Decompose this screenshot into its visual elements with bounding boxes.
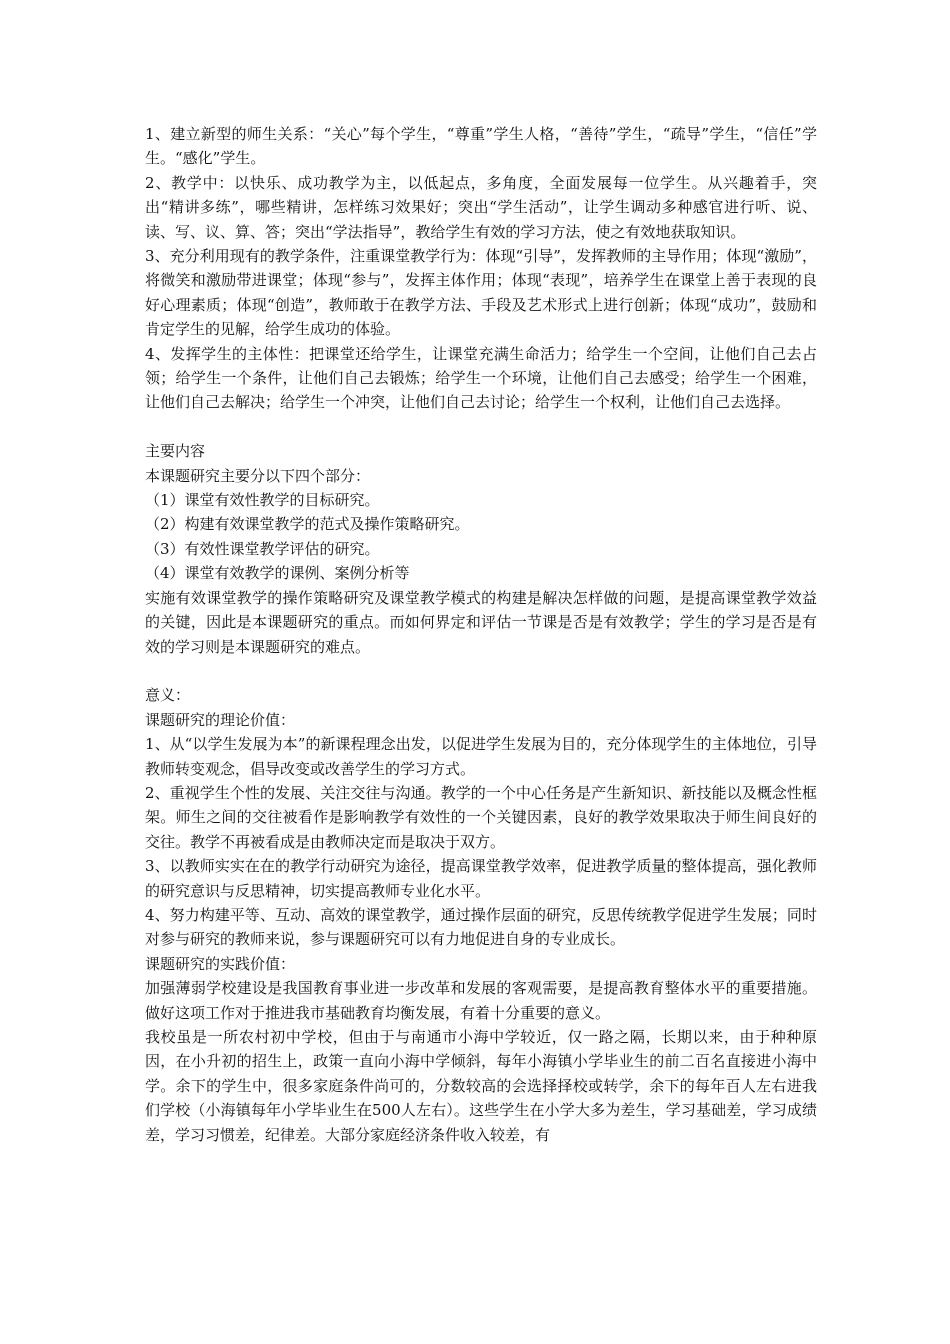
paragraph: 3、充分利用现有的教学条件，注重课堂教学行为：体现“引导”，发挥教师的主导作用；体现“激励”，将微笑和激励带进课堂；体现“参与”，发挥主体作用；体现“表现”，培养学生在课堂上善于表现的良好心理素质；体现“创造”，教师敢于在教学方法、手段及艺术形式上进行创新；体现“成功”，鼓励和肯定学生的见解，给学生成功的体验。 (145, 247, 817, 339)
paragraph: 4、发挥学生的主体性：把课堂还给学生，让课堂充满生命活力；给学生一个空间，让他们自己去占领；给学生一个条件，让他们自己去锻炼；给学生一个环境，让他们自己去感受；给学生一个困难，让他们自己去解决；给学生一个冲突，让他们自己去讨论；给学生一个权利，让他们自己去选择。 (145, 344, 817, 412)
document-body (145, 122, 817, 1147)
list-item: （3）有效性课堂教学评估的研究。 (145, 539, 380, 558)
list-item: （4）课堂有效教学的课例、案例分析等 (145, 564, 410, 583)
paragraph: 4、努力构建平等、互动、高效的课堂教学，通过操作层面的研究，反思传统教学促进学生发展；同时对参与研究的教师来说，参与课题研究可以有力地促进自身的专业成长。 (145, 905, 817, 949)
paragraph: 2、重视学生个性的发展、关注交往与沟通。教学的一个中心任务是产生新知识、新技能以及概念性框架。师生之间的交往被看作是影响教学有效性的一个关键因素，良好的教学效果取决于师生间良好的交往。教学不再被看成是由教师决定而是取决于双方。 (145, 783, 817, 851)
paragraph: 3、以教师实实在在的教学行动研究为途径，提高课堂教学效率，促进教学质量的整体提高，强化教师的研究意识与反思精神，切实提高教师专业化水平。 (145, 857, 817, 900)
subheading: 课题研究的实践价值： (145, 954, 296, 973)
paragraph: 1、建立新型的师生关系：“关心”每个学生，“尊重”学生人格，“善待”学生，“疏导”学生，“信任”学生。“感化”学生。 (145, 125, 817, 168)
list-item: （2）构建有效课堂教学的范式及操作策略研究。 (145, 515, 470, 534)
list-item: （1）课堂有效性教学的目标研究。 (145, 491, 380, 510)
paragraph: 本课题研究主要分以下四个部分： (145, 466, 371, 485)
subheading: 课题研究的理论价值： (145, 710, 296, 729)
section-heading: 意义： (145, 686, 191, 705)
blank-line (145, 415, 817, 439)
section-heading: 主要内容 (145, 442, 206, 461)
blank-line (145, 659, 817, 683)
paragraph: 1、从“以学生发展为本”的新课程理念出发，以促进学生发展为目的，充分体现学生的主体地位，引导教师转变观念，倡导改变或改善学生的学习方式。 (145, 735, 817, 778)
paragraph: 2、教学中：以快乐、成功教学为主，以低起点，多角度，全面发展每一位学生。从兴趣着手，突出“精讲多练”，哪些精讲，怎样练习效果好；突出“学生活动”，让学生调动多种感官进行听、说、读、写、议、算、答；突出“学法指导”，教给学生有效的学习方法，使之有效地获取知识。 (145, 173, 817, 241)
paragraph: 加强薄弱学校建设是我国教育事业进一步改革和发展的客观需要，是提高教育整体水平的重要措施。做好这项工作对于推进我市基础教育均衡发展，有着十分重要的意义。 (145, 979, 817, 1022)
paragraph: 实施有效课堂教学的操作策略研究及课堂教学模式的构建是解决怎样做的问题，是提高课堂教学效益的关键，因此是本课题研究的重点。而如何界定和评估一节课是否是有效教学；学生的学习是否是有效的学习则是本课题研究的难点。 (145, 588, 817, 656)
paragraph: 我校虽是一所农村初中学校，但由于与南通市小海中学较近，仅一路之隔，长期以来，由于种种原因，在小升初的招生上，政策一直向小海中学倾斜，每年小海镇小学毕业生的前二百名直接进小海中学。余下的学生中，很多家庭条件尚可的，分数较高的会选择择校或转学，余下的每年百人左右进我们学校（小海镇每年小学毕业生在500人左右）。这些学生在小学大多为差生，学习基础差，学习成绩差，学习习惯差，纪律差。大部分家庭经济条件收入较差，有 (145, 1028, 817, 1144)
